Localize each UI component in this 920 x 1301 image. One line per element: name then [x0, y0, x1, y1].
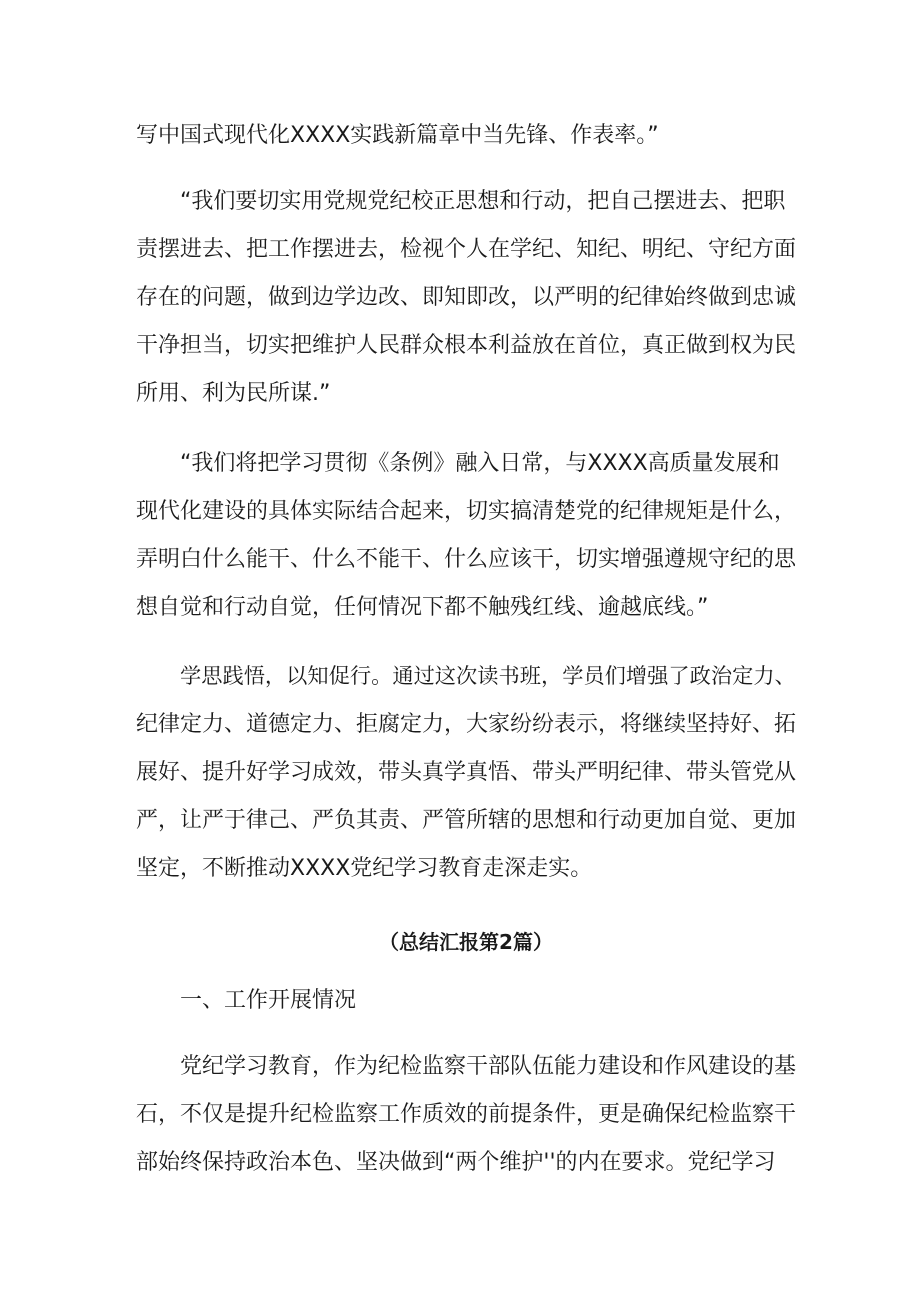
text-line: 所用、利为民所谋.”: [136, 381, 331, 406]
text-line: 坚定，不断推动XXXX党纪学习教育走深走实。: [136, 856, 593, 881]
section-heading: 一、工作开展情况: [180, 988, 357, 1013]
quote-paragraph-2: [136, 440, 796, 632]
text-line: 严，让严于律己、严负其责、严管所辖的思想和行动更加自觉、更加: [136, 808, 797, 833]
summary-paragraph: [136, 653, 796, 893]
text-line: “我们将把学习贯彻《条例》融入日常，与XXXX高质量发展和: [180, 451, 780, 476]
text-line: 纪律定力、道德定力、拒腐定力，大家纷纷表示，将继续坚持好、拓: [136, 712, 797, 737]
body-paragraph: [136, 1043, 796, 1187]
text-line: 现代化建设的具体实际结合起来，切实搞清楚党的纪律规矩是什么，: [136, 499, 797, 524]
text-line: 部始终保持政治本色、坚决做到“两个维护''的内在要求。党纪学习: [136, 1150, 776, 1175]
text-line: 责摆进去、把工作摆进去，检视个人在学纪、知纪、明纪、守纪方面: [136, 237, 797, 262]
text-line: 展好、提升好学习成效，带头真学真悟、带头严明纪律、带头管党从: [136, 760, 797, 785]
text-line: 写中国式现代化XXXX实践新篇章中当先锋、作表率。”: [136, 123, 659, 148]
text-line: 弄明白什么能干、什么不能干、什么应该干，切实增强遵规守纪的思: [136, 547, 797, 572]
text-line: 学思践悟，以知促行。通过这次读书班，学员们增强了政治定力、: [180, 664, 796, 689]
text-line: 干净担当，切实把维护人民群众根本利益放在首位，真正做到权为民: [136, 333, 797, 358]
text-line: “我们要切实用党规党纪校正思想和行动，把自己摆进去、把职: [180, 189, 786, 214]
part-heading: （总结汇报第2篇）: [379, 930, 553, 954]
text-line: 石，不仅是提升纪检监察工作质效的前提条件，更是确保纪检监察干: [136, 1102, 797, 1127]
text-line: 党纪学习教育，作为纪检监察干部队伍能力建设和作风建设的基: [180, 1054, 797, 1079]
quote-paragraph-1: [136, 178, 796, 418]
text-line: 想自觉和行动自觉，任何情况下都不触残红线、逾越底线。”: [136, 595, 709, 620]
paragraph-continuation: [136, 112, 796, 160]
text-line: 存在的问题，做到边学边改、即知即改，以严明的纪律始终做到忠诚: [136, 285, 797, 310]
